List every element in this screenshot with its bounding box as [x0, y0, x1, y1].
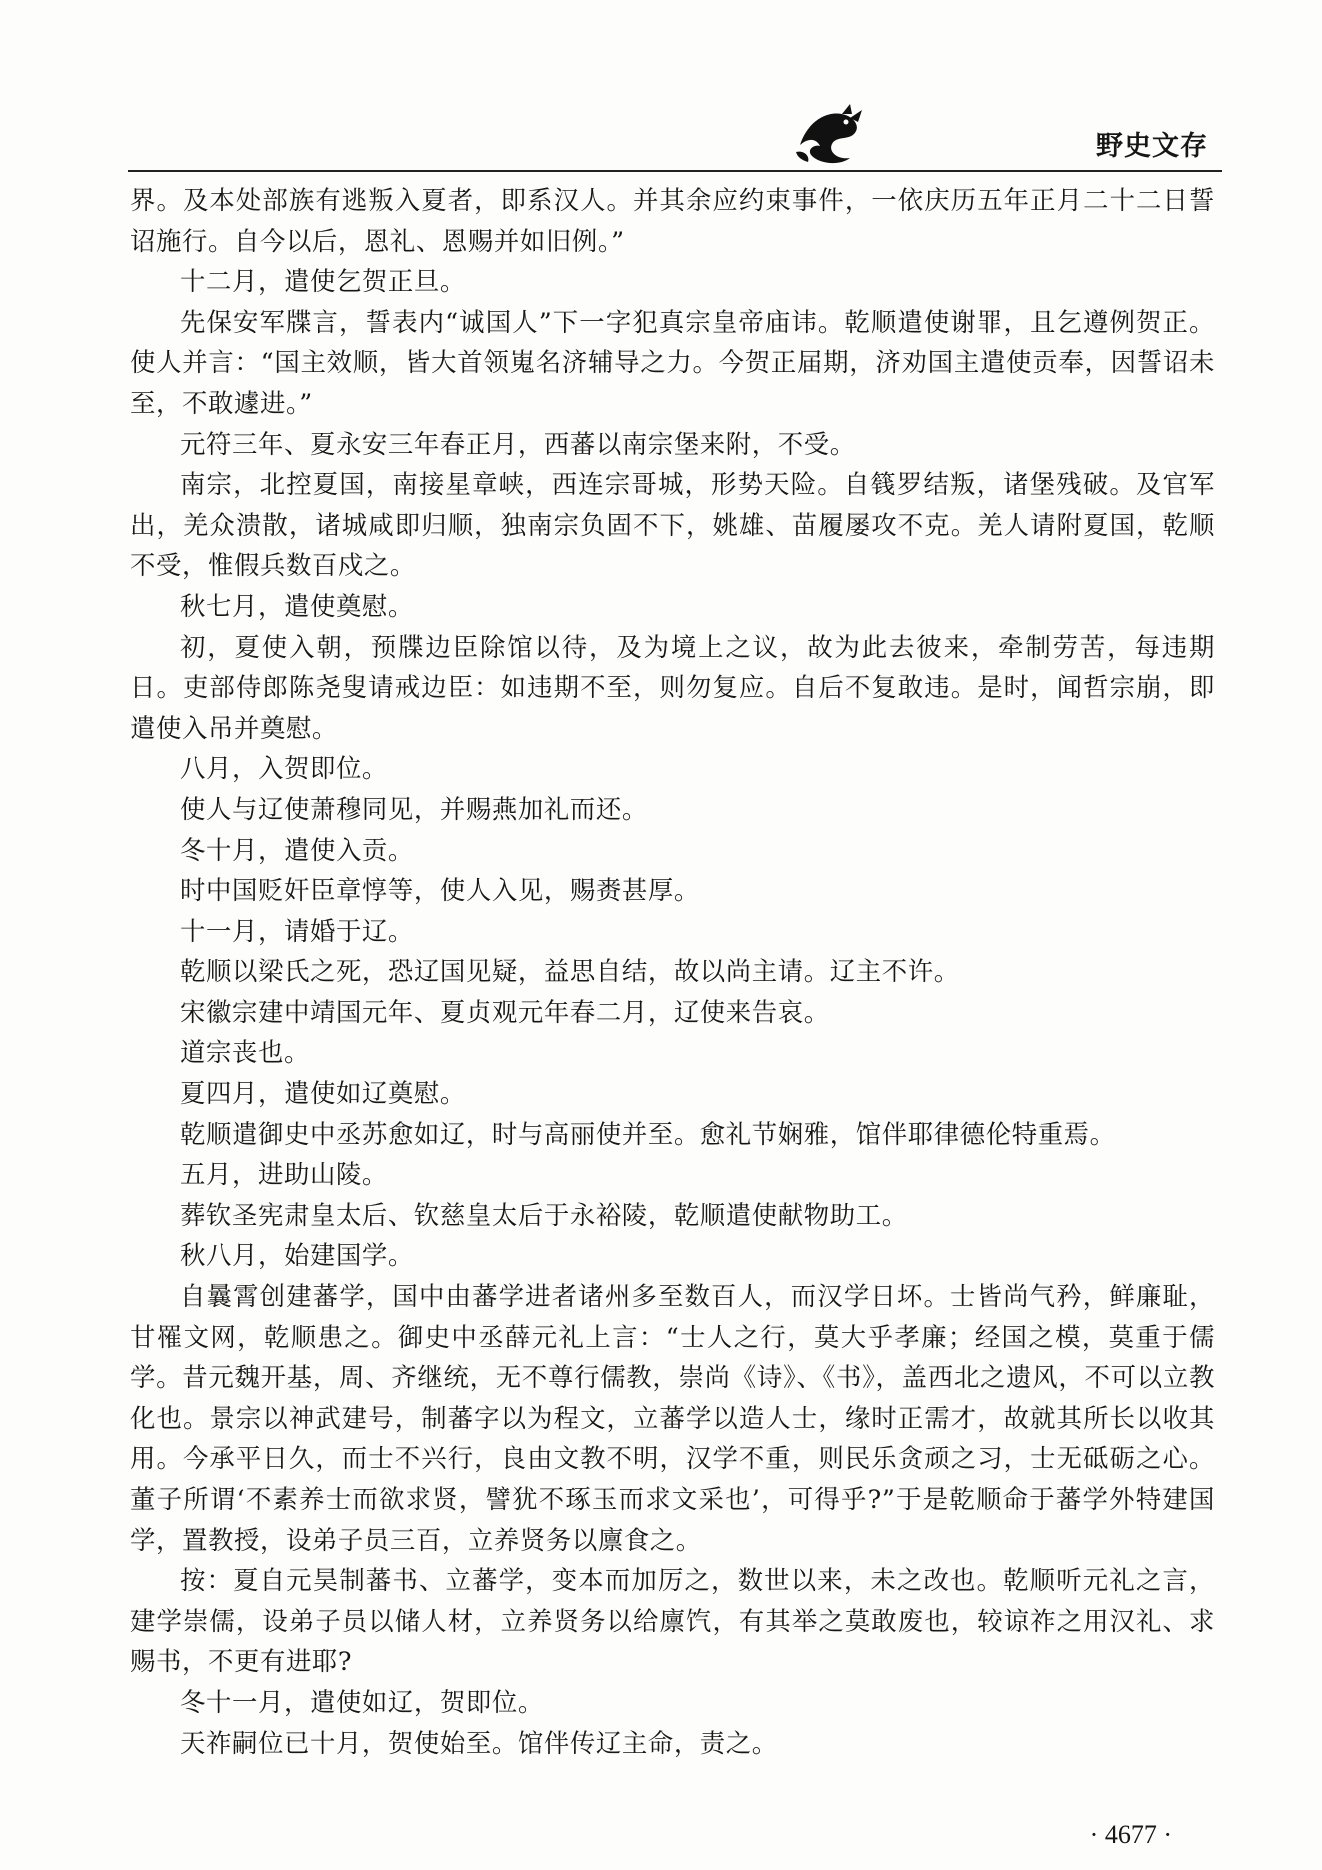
paragraph: 秋八月，始建国学。	[180, 1240, 414, 1271]
paragraph: 宋徽宗建中靖国元年、夏贞观元年春二月，辽使来告哀。	[180, 996, 830, 1027]
page-number: · 4677 ·	[1089, 1820, 1172, 1849]
paragraph: 十一月，请婚于辽。	[180, 915, 414, 946]
paragraph: 道宗丧也。	[180, 1037, 310, 1068]
paragraph: 使人与辽使萧穆同见，并赐燕加礼而还。	[180, 793, 648, 824]
dragon-icon	[790, 100, 870, 170]
paragraph: 秋七月，遣使奠慰。	[180, 590, 414, 621]
header-title: 野史文存	[1096, 131, 1208, 162]
paragraph: 自曩霄创建蕃学，国中由蕃学进者诸州多至数百人，而汉学日坏。士皆尚气矜，鲜廉耻，甘罹文网，乾顺患之。御史中丞薛元礼上言：“士人之行，莫大乎孝廉；经国之模，莫重于儒学。昔元魏开基，周、齐继统，无不尊行儒教，崇尚《诗》、《书》，盖西北之遗风，不可以立教化也。景宗以神武建号，制蕃字以为程文，立蕃学以造人士，缘时正需才，故就其所长以收其用。今承平日久，而士不兴行，良由文教不明，汉学不重，则民乐贪顽之习，士无砥砺之心。董子所谓‘不素养士而欲求贤，譬犹不琢玉而求文采也’，可得乎?”于是乾顺命于蕃学外特建国学，置教授，设弟子员三百，立养贤务以廪食之。	[130, 1281, 1215, 1555]
paragraph: 南宗，北控夏国，南接星章峡，西连宗哥城，形势天险。自篯罗结叛，诸堡残破。及官军出，羌众溃散，诸城咸即归顺，独南宗负固不下，姚雄、苗履屡攻不克。羌人请附夏国，乾顺不受，惟假兵数百戍之。	[130, 469, 1215, 581]
page-header	[790, 100, 1220, 170]
paragraph: 八月，入贺即位。	[180, 753, 388, 784]
paragraph: 初，夏使入朝，预牒边臣除馆以待，及为境上之议，故为此去彼来，牵制劳苦，每违期日。吏部侍郎陈尧叟请戒边臣：如违期不至，则勿复应。自后不复敢违。是时，闻哲宗崩，即遣使入吊并奠慰。	[130, 631, 1215, 743]
paragraph: 元符三年、夏永安三年春正月，西蕃以南宗堡来附，不受。	[180, 428, 856, 459]
paragraph: 冬十月，遣使入贡。	[180, 834, 414, 865]
paragraph: 夏四月，遣使如辽奠慰。	[180, 1078, 466, 1109]
paragraph: 五月，进助山陵。	[180, 1159, 388, 1190]
paragraph: 葬钦圣宪肃皇太后、钦慈皇太后于永裕陵，乾顺遣使献物助工。	[180, 1199, 908, 1230]
paragraph: 天祚嗣位已十月，贺使始至。馆伴传辽主命，责之。	[180, 1727, 778, 1758]
paragraph: 冬十一月，遣使如辽，贺即位。	[180, 1686, 544, 1717]
paragraph: 界。及本处部族有逃叛入夏者，即系汉人。并其余应约束事件，一依庆历五年正月二十二日誓诏施行。自今以后，恩礼、恩赐并如旧例。”	[130, 185, 1215, 256]
paragraph: 十二月，遣使乞贺正旦。	[180, 266, 466, 297]
header-rule	[128, 170, 1222, 172]
paragraph: 时中国贬奸臣章惇等，使人入见，赐赉甚厚。	[180, 875, 700, 906]
paragraph: 先保安军牒言，誓表内“诚国人”下一字犯真宗皇帝庙讳。乾顺遣使谢罪，且乞遵例贺正。使人并言：“国主效顺，皆大首领嵬名济辅导之力。今贺正届期，济劝国主遣使贡奉，因誓诏未至，不敢遽进。”	[130, 306, 1215, 418]
body-text	[130, 180, 1215, 1763]
paragraph: 乾顺遣御史中丞苏愈如辽，时与高丽使并至。愈礼节娴雅，馆伴耶律德伦特重焉。	[180, 1118, 1116, 1149]
paragraph: 按：夏自元昊制蕃书、立蕃学，变本而加厉之，数世以来，未之改也。乾顺听元礼之言，建学崇儒，设弟子员以储人材，立养贤务以给廪饩，有其举之莫敢废也，较谅祚之用汉礼、求赐书，不更有进耶?	[130, 1565, 1215, 1677]
paragraph: 乾顺以梁氏之死，恐辽国见疑，益思自结，故以尚主请。辽主不许。	[180, 956, 960, 987]
